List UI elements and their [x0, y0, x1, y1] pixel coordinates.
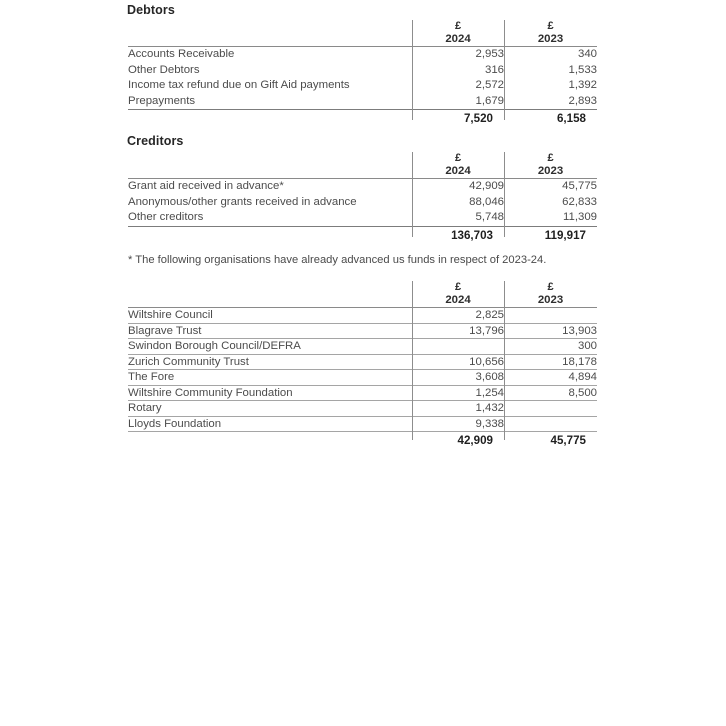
- debtors-table: [128, 20, 597, 127]
- total-value-2023: 6,158: [504, 110, 597, 128]
- total-row: [128, 226, 597, 244]
- column-header-2023: [504, 20, 597, 46]
- column-header-2024: [412, 20, 504, 46]
- row-value-2024: 10,656: [412, 354, 504, 370]
- total-value-2024: 42,909: [457, 434, 493, 447]
- row-value-2023: 13,903: [504, 323, 597, 339]
- total-value-2023: 45,775: [550, 434, 586, 447]
- row-value-2023: 340: [577, 48, 597, 60]
- row-value-2024: 42,909: [469, 180, 504, 192]
- table-row: [128, 401, 597, 417]
- column-header-2023: [504, 281, 597, 307]
- row-value-2023: 45,775: [562, 180, 597, 192]
- row-label: Grant aid received in advance*: [128, 180, 284, 192]
- header-spacer: [128, 281, 412, 307]
- table-row: [128, 195, 597, 211]
- total-label: [128, 432, 412, 450]
- header-spacer: [128, 20, 412, 46]
- year-label: 2024: [445, 33, 471, 45]
- row-label: Wiltshire Council: [128, 308, 412, 324]
- row-label: Other creditors: [128, 211, 204, 223]
- row-label: Anonymous/other grants received in advance: [128, 195, 357, 208]
- table-row: [128, 63, 597, 79]
- column-header-2024: [412, 281, 504, 307]
- row-value-2023: [504, 416, 597, 432]
- row-label: Other Debtors: [128, 63, 200, 76]
- total-value-2023: 119,917: [504, 226, 597, 244]
- header-spacer: [128, 152, 412, 178]
- table-row: [128, 354, 597, 370]
- row-value-2024: 1,254: [412, 385, 504, 401]
- row-value-2024: 88,046: [469, 195, 504, 208]
- row-value-2023: 18,178: [504, 354, 597, 370]
- table-row: [128, 323, 597, 339]
- row-value-2024: [412, 339, 504, 355]
- row-label: Lloyds Foundation: [128, 416, 412, 432]
- row-value-2023: [504, 308, 597, 324]
- currency-symbol: £: [454, 281, 462, 293]
- currency-symbol: £: [547, 152, 554, 164]
- table-row: [128, 370, 597, 386]
- row-value-2024: 1,432: [412, 401, 504, 417]
- creditors-table: [128, 152, 597, 244]
- footnote-text: * The following organisations have already advanced us funds in respect of 2023-24.: [128, 254, 547, 266]
- total-label: [128, 110, 412, 128]
- row-label: Prepayments: [128, 94, 196, 107]
- column-header-2023: [504, 152, 597, 178]
- row-value-2024: 3,608: [412, 370, 504, 386]
- currency-symbol: £: [454, 20, 462, 32]
- section-heading-debtors: Debtors: [127, 3, 175, 17]
- total-row: [128, 110, 597, 128]
- total-value-2024: 7,520: [412, 110, 504, 128]
- row-label: Wiltshire Community Foundation: [128, 385, 412, 401]
- table-row: [128, 78, 597, 94]
- row-label: Zurich Community Trust: [128, 354, 412, 370]
- table-row: [128, 308, 597, 324]
- year-label: 2023: [537, 165, 564, 177]
- row-value-2023: 1,533: [568, 63, 597, 76]
- total-label: [128, 226, 412, 244]
- row-label: Blagrave Trust: [128, 323, 412, 339]
- year-label: 2023: [537, 294, 564, 306]
- row-value-2024: 2,825: [412, 308, 504, 324]
- currency-symbol: £: [547, 20, 554, 32]
- year-label: 2024: [445, 165, 471, 177]
- row-value-2023: [504, 401, 597, 417]
- row-label: Swindon Borough Council/DEFRA: [128, 339, 412, 355]
- row-label: Income tax refund due on Gift Aid payments: [128, 79, 350, 91]
- total-row: [128, 432, 597, 450]
- row-label: Accounts Receivable: [128, 48, 235, 60]
- table-header-row: [128, 152, 597, 178]
- year-label: 2024: [445, 294, 471, 306]
- organisations-table: [128, 281, 597, 449]
- year-label: 2023: [537, 33, 564, 45]
- table-row: [128, 339, 597, 355]
- table-row: [128, 210, 597, 226]
- table-header-row: [128, 281, 597, 307]
- row-value-2024: 316: [484, 63, 504, 76]
- row-value-2023: 1,392: [568, 79, 597, 91]
- section-heading-creditors: Creditors: [127, 134, 184, 148]
- row-value-2024: 9,338: [412, 416, 504, 432]
- table-row: [128, 179, 597, 195]
- currency-symbol: £: [547, 281, 554, 293]
- row-value-2023: 11,309: [563, 211, 597, 223]
- table-header-row: [128, 20, 597, 46]
- row-value-2024: 1,679: [475, 94, 504, 107]
- row-value-2024: 2,953: [475, 48, 504, 60]
- total-value-2024: 136,703: [412, 226, 504, 244]
- currency-symbol: £: [454, 152, 462, 164]
- row-value-2023: 300: [504, 339, 597, 355]
- table-row: [128, 385, 597, 401]
- table-row: [128, 416, 597, 432]
- table-row: [128, 47, 597, 63]
- row-value-2023: 8,500: [504, 385, 597, 401]
- row-value-2024: 13,796: [412, 323, 504, 339]
- column-header-2024: [412, 152, 504, 178]
- row-label: The Fore: [128, 370, 412, 386]
- row-value-2023: 62,833: [562, 195, 597, 208]
- row-value-2023: 2,893: [568, 94, 597, 107]
- row-value-2024: 5,748: [475, 211, 504, 223]
- row-value-2023: 4,894: [504, 370, 597, 386]
- table-row: [128, 94, 597, 110]
- row-label: Rotary: [128, 401, 412, 417]
- row-value-2024: 2,572: [475, 79, 504, 91]
